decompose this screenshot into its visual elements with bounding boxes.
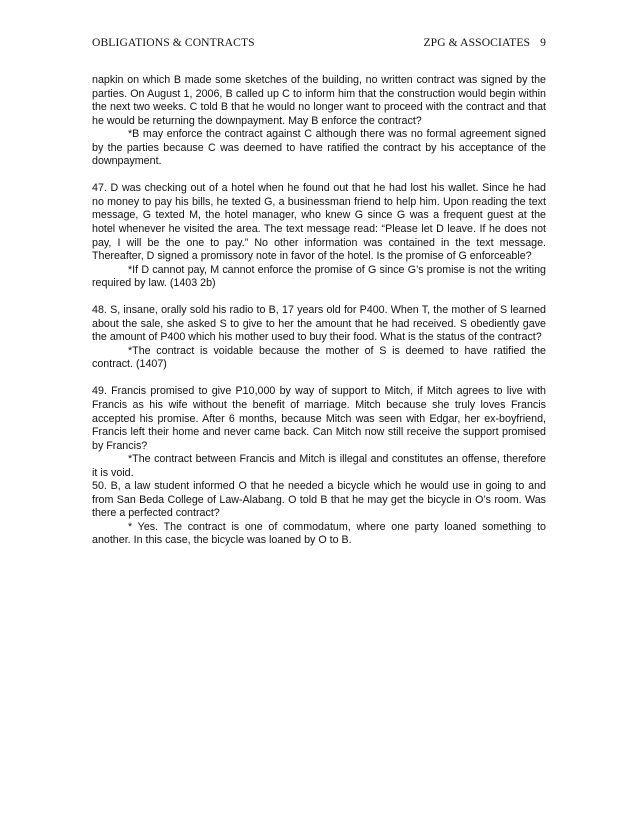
header-right <box>423 36 546 49</box>
paragraph-question-48: 48. S, insane, orally sold his radio to B, 17 years old for P400. When T, the mother of S learned about the sale, she asked S to give to her the amount that he had received. S obediently gave the amount of P400 which his mother used to buy their food. What is the status of the contract? <box>92 304 546 344</box>
page-header <box>92 36 546 49</box>
header-firm: ZPG & ASSOCIATES <box>423 36 531 49</box>
paragraph-question-50: 50. B, a law student informed O that he needed a bicycle which he would use in going to and from San Beda College of Law-Alabang. O told B that he may get the bicycle in O’s room. Was there a perfected contract? <box>92 480 546 520</box>
paragraph-question-49: 49. Francis promised to give P10,000 by way of support to Mitch, if Mitch agrees to live with Francis as his wife without the benefit of marriage. Mitch because she truly loves Francis accepted his promise. After 6 months, because Mitch was seen with Edgar, her ex-boyfriend, Francis left their home and never came back. Can Mitch now still receive the support promised by Francis? <box>92 385 546 452</box>
paragraph-answer-47: *If D cannot pay, M cannot enforce the promise of G since G’s promise is not the writing required by law. (1403 2b) <box>92 263 546 290</box>
paragraph-answer-48: *The contract is voidable because the mother of S is deemed to have ratified the contract. (1407) <box>92 344 546 371</box>
paragraph-answer-49: *The contract between Francis and Mitch is illegal and constitutes an offense, therefore it is void. <box>92 453 546 479</box>
paragraph-question-47: 47. D was checking out of a hotel when he found out that he had lost his wallet. Since he had no money to pay his bills, he texted G, a businessman friend to help him. Upon reading the text message, G texted M, the hotel manager, who knew G since G was a frequent guest at the hotel whenever he visited the area. The text message read: “Please let D leave. If he does not pay, I will be the one to pay.” No other information was contained in the text message. Thereafter, D signed a promissory note in favor of the hotel. Is the promise of G enforceable? <box>92 182 546 263</box>
header-title: OBLIGATIONS & CONTRACTS <box>92 36 255 49</box>
paragraph-answer: *B may enforce the contract against C although there was no formal agreement signed by the parties because C was deemed to have ratified the contract by his acceptance of the downpayment. <box>92 128 546 168</box>
paragraph-question-continued: napkin on which B made some sketches of the building, no written contract was signed by the parties. On August 1, 2006, B called up C to inform him that the construction would begin within the next two weeks. C told B that he would no longer want to proceed with the contract and that he would be returning the downpayment. May B enforce the contract? <box>92 74 546 127</box>
document-body <box>92 74 546 548</box>
page-number: 9 <box>540 36 546 49</box>
paragraph-answer-50: * Yes. The contract is one of commodatum, where one party loaned something to another. In this case, the bicycle was loaned by O to B. <box>92 520 546 547</box>
